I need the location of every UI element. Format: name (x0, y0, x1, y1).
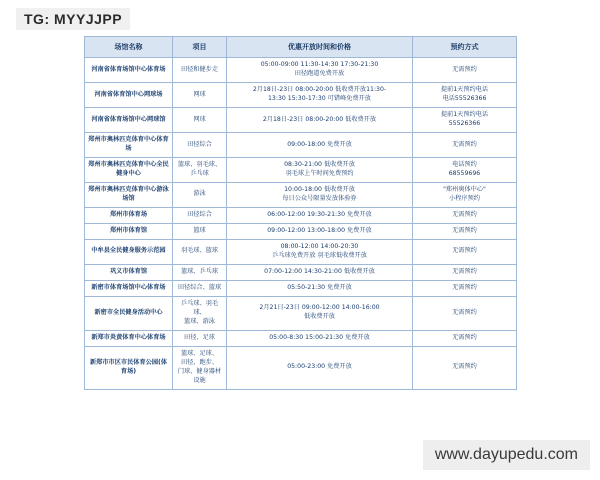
cell-line: 郑州市奥林匹克体育中心全民健身中心 (88, 161, 169, 177)
cell-line: 08:00-12:00 14:00-20:30 (280, 242, 359, 250)
venue-name-cell (85, 346, 173, 389)
time-price-cell (227, 280, 413, 296)
time-price-cell (227, 133, 413, 158)
cell-line: 每日公众号限量发放体验券 (282, 194, 357, 202)
cell-line: 2月18日-23日 08:00-20:00 低收费开放 (262, 115, 377, 123)
cell-line: 游泳 (193, 190, 206, 198)
venue-schedule-table-container (84, 36, 516, 390)
table-row (85, 207, 517, 223)
booking-cell (413, 108, 517, 133)
table-row (85, 264, 517, 280)
cell-line: 新郑市炎黄体育中心体育场 (91, 333, 166, 341)
cell-line: 无需预约 (452, 210, 477, 218)
cell-line: 田径、跑步、 (180, 358, 219, 366)
cell-line: 郑州市奥林匹克体育中心体育场 (88, 136, 169, 153)
table-row (85, 346, 517, 389)
time-price-cell (227, 264, 413, 280)
cell-line: 新密市体育场馆中心体育场 (91, 283, 166, 291)
cell-line: 巩义市体育馆 (109, 267, 148, 275)
cell-line: 门球、健身器材设施 (177, 367, 222, 384)
booking-cell (413, 182, 517, 207)
cell-line: 乒乓球、羽毛球、 (180, 299, 219, 316)
venue-name-cell (85, 330, 173, 346)
cell-line: 田径综合、篮球 (177, 283, 222, 291)
cell-line: 05:00-09:00 11:30-14:30 17:30-21:30 (260, 61, 379, 69)
table-row (85, 182, 517, 207)
cell-line: 河南省体育馆中心网球场 (94, 90, 163, 98)
table-header-row (85, 37, 517, 58)
cell-line: 无需预约 (452, 267, 477, 275)
cell-line: 新密市全民健身活动中心 (94, 308, 163, 316)
cell-line: 田径综合 (187, 140, 212, 148)
cell-line: 篮球 (193, 226, 206, 234)
time-price-cell (227, 83, 413, 108)
cell-line: 篮球、羽毛球、 (177, 161, 222, 169)
table-row (85, 223, 517, 239)
time-price-cell (227, 223, 413, 239)
cell-line: 羽毛球、篮球 (180, 247, 219, 255)
cell-line: 中牟县全民健身服务示范园 (91, 247, 166, 255)
venue-name-cell (85, 182, 173, 207)
table-row (85, 58, 517, 83)
venue-name-cell (85, 296, 173, 330)
cell-line: 篮球、游泳 (184, 317, 215, 325)
venue-name-cell (85, 58, 173, 83)
cell-line: 乒乓球 (190, 170, 209, 177)
item-cell (173, 264, 227, 280)
cell-line: 10:00-18:00 低收费开放 (284, 185, 355, 193)
column-header-time-price: 优惠开放时间和价格 (227, 37, 413, 58)
cell-line: 无需预约 (452, 363, 477, 371)
venue-name-cell (85, 158, 173, 183)
table-row (85, 280, 517, 296)
time-price-cell (227, 239, 413, 264)
booking-cell (413, 133, 517, 158)
column-header-venue-name: 场馆名称 (85, 37, 173, 58)
item-cell (173, 108, 227, 133)
cell-line: 无需预约 (452, 283, 477, 291)
booking-cell (413, 330, 517, 346)
cell-line: 无需预约 (452, 308, 477, 316)
cell-line: 羽毛球上午时间免费预约 (285, 170, 354, 177)
cell-line: 05:00-23:00 免费开放 (287, 363, 352, 371)
cell-line: 郑州市奥林匹克体育中心游泳场馆 (88, 185, 169, 202)
booking-cell (413, 280, 517, 296)
site-watermark: www.dayupedu.com (423, 440, 590, 470)
table-row (85, 158, 517, 183)
item-cell (173, 158, 227, 183)
venue-name-cell (85, 83, 173, 108)
venue-name-cell (85, 207, 173, 223)
cell-line: 09:00-18:00 免费开放 (287, 140, 352, 148)
table-row (85, 239, 517, 264)
cell-line: 网球 (193, 90, 206, 98)
cell-line: 篮球、乒乓球 (180, 267, 219, 275)
cell-line: 提前1天预约电话 (440, 111, 489, 119)
booking-cell (413, 346, 517, 389)
cell-line: 低收费开放 (304, 313, 335, 321)
time-price-cell (227, 296, 413, 330)
cell-line: 乒乓球免费开放 羽毛球低收费开放 (272, 251, 367, 259)
table-row (85, 108, 517, 133)
cell-line: 新郑市市区市民体育公园(体育场) (89, 358, 168, 375)
time-price-cell (227, 346, 413, 389)
venue-name-cell (85, 280, 173, 296)
booking-cell (413, 223, 517, 239)
cell-line: 小程序预约 (449, 194, 480, 202)
item-cell (173, 223, 227, 239)
item-cell (173, 58, 227, 83)
cell-line: 68559696 (448, 170, 481, 177)
cell-line: 06:00-12:00 19:30-21:30 免费开放 (267, 210, 372, 218)
cell-line: 网球 (193, 115, 206, 123)
cell-line: 13:30 15:30-17:30 可错峰免费开放 (268, 95, 371, 103)
time-price-cell (227, 182, 413, 207)
table-row (85, 296, 517, 330)
booking-cell (413, 264, 517, 280)
table-row (85, 83, 517, 108)
cell-line: 55526366 (448, 120, 481, 128)
cell-line: 07:00-12:00 14:30-21:00 低收费开放 (264, 267, 375, 275)
venue-name-cell (85, 133, 173, 158)
time-price-cell (227, 330, 413, 346)
item-cell (173, 207, 227, 223)
venue-name-cell (85, 108, 173, 133)
booking-cell (413, 83, 517, 108)
item-cell (173, 346, 227, 389)
venue-name-cell (85, 264, 173, 280)
cell-line: 提前1天预约电话 (440, 86, 489, 94)
cell-line: 郑州市体育场 (109, 210, 148, 218)
item-cell (173, 280, 227, 296)
cell-line: 无需预约 (452, 140, 477, 148)
cell-line: 电话55526366 (442, 95, 487, 103)
cell-line: 田径综合 (187, 210, 212, 218)
cell-line: "郑州奥体中心" (443, 185, 486, 193)
time-price-cell (227, 158, 413, 183)
cell-line: 05:00-8:30 15:00-21:30 免费开放 (269, 333, 370, 341)
time-price-cell (227, 207, 413, 223)
table-body (85, 58, 517, 390)
cell-line: 篮球、足球、 (180, 349, 219, 357)
cell-line: 无需预约 (452, 333, 477, 341)
booking-cell (413, 296, 517, 330)
table-row (85, 330, 517, 346)
table-row (85, 133, 517, 158)
cell-line: 2月21日-23日 09:00-12:00 14:00-16:00 (259, 304, 380, 312)
cell-line: 电话预约 (452, 161, 477, 169)
time-price-cell (227, 108, 413, 133)
cell-line: 09:00-12:00 13:00-18:00 免费开放 (267, 226, 372, 234)
venue-schedule-table (84, 36, 517, 390)
item-cell (173, 330, 227, 346)
booking-cell (413, 158, 517, 183)
cell-line: 无需预约 (452, 247, 477, 255)
booking-cell (413, 58, 517, 83)
cell-line: 无需预约 (452, 65, 477, 73)
time-price-cell (227, 58, 413, 83)
item-cell (173, 296, 227, 330)
item-cell (173, 239, 227, 264)
booking-cell (413, 207, 517, 223)
cell-line: 05:50-21:30 免费开放 (287, 283, 352, 291)
telegram-watermark: TG: MYYJJPP (16, 8, 130, 30)
cell-line: 2月18日-23日 08:00-20:00 低收费开放11:30- (252, 86, 387, 94)
cell-line: 08:30-21:00 低收费开放 (284, 161, 355, 169)
cell-line: 郑州市体育馆 (109, 226, 148, 234)
cell-line: 田径和健步走 (180, 65, 219, 73)
cell-line: 无需预约 (452, 226, 477, 234)
cell-line: 河南省体育场馆中心体育场 (91, 65, 166, 73)
cell-line: 河南省体育场馆中心网球馆 (91, 115, 166, 123)
booking-cell (413, 239, 517, 264)
column-header-booking: 预约方式 (413, 37, 517, 58)
item-cell (173, 133, 227, 158)
venue-name-cell (85, 223, 173, 239)
item-cell (173, 182, 227, 207)
venue-name-cell (85, 239, 173, 264)
item-cell (173, 83, 227, 108)
column-header-item: 项目 (173, 37, 227, 58)
cell-line: 田径跑道免费开放 (294, 70, 345, 78)
cell-line: 田径、足球 (184, 333, 215, 341)
